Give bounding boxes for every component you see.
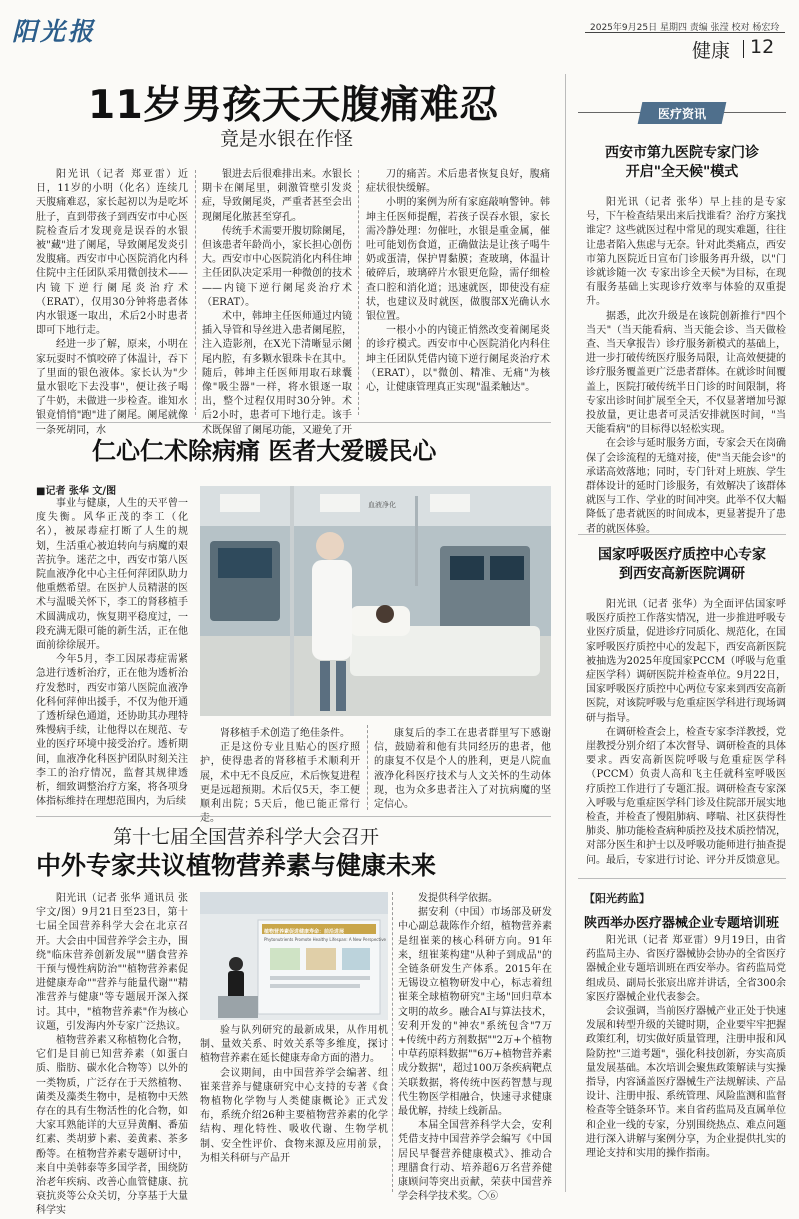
paragraph: 植物营养素又称植物化合物，它们是目前已知营养素（如蛋白质、脂肪、碳水化合物等）以外的一类物质，广泛存在于天然植物、菌类及藻类生物中，是植物中天然存在的具有生物活性的化合物，如大家耳熟能详的大豆异黄酮、番茄红素、类胡萝卜素、姜黄素、茶多酚等。在植物营养素专题研讨中，来自中美韩泰等多国学者，围绕防治老年疾病、改善心血管健康、抗衰抗炎等公众关切，分享基于大量科学实: [36, 1035, 188, 1217]
sidebar-item2-body: [586, 598, 786, 870]
paragraph: 阳光讯（记者 张华）早上挂的是专家号，下午检查结果出来后找谁看？治疗方案找谁定？这些就医过程中常见的现实难题，往往让患者陷入焦虑与无奈。针对此类痛点，西安市第九医院近日宣布门诊服务再升级，以"门诊就诊随一次 专家出诊全天候"为目标，在现有服务基础上实现诊疗效率与体验的双重提升。: [586, 197, 786, 308]
paragraph: 在会诊与延时服务方面，专家会天在岗确保了会诊流程的无缝对接，使"当天能会诊"的承诺高效落地；同时，专门针对上班族、学生群体设计的延时门诊服务，有效解决了该群体就医与工作、学业的时间冲突。此举不仅大幅降低了患者就医的时间成本，更显著提升了患者的就医体验。: [586, 438, 786, 535]
paragraph: 肾移植手术创造了绝佳条件。: [220, 728, 350, 739]
sidebar-item3-body: [586, 934, 786, 1196]
ward-sign: 血液净化: [368, 501, 396, 509]
paragraph: 银进去后很难排出来。水银长期卡在阑尾里，刺激管壁引发炎症，导致阑尾炎，严重者甚至会出现阑尾化脓甚至穿孔。: [202, 169, 352, 223]
story3-column-3: [398, 892, 552, 1203]
story3-kicker: 第十七届全国营养科学大会召开: [113, 826, 380, 848]
story1-column-2: [202, 168, 352, 436]
paragraph: 发提供科学依据。: [418, 893, 498, 904]
paragraph: 小明的案例为所有家庭敲响警钟。韩坤主任医师提醒，若孩子误吞水银，家长需冷静处理：勿催吐，水银是重金属，催吐可能划伤食道，正确做法是让孩子喝牛奶或蛋清，保护胃黏膜；查玻璃，体温计破碎后，玻璃碎片水银更危险，需仔细检查口腔和消化道；迅速就医，即使没有症状，也建议及时就医，做腹部X光确认水银位置。: [366, 197, 550, 323]
paragraph: 事业与健康，人生的天平曾一度失衡。风华正茂的李工（化名），被尿毒症打断了人生的规划，生活重心被迫转向与病魔的艰苦抗争。迷茫之中，西安市第八医院血液净化中心主任何萍团队助力他重燃希望。在医护人员精湛的医术与温暖关怀下，李工的肾移植手术圆满成功，恢复期平稳度过，一段充满无限可能的新生活，正在他面前徐徐展开。: [36, 498, 188, 652]
conference-subtitle: Phytonutrients Promote Healthy Lifespan: A New Perspective: [264, 937, 387, 942]
paragraph: 阳光讯（记者 郑亚雷）9月19日，由省药监局主办、省医疗器械协会协办的全省医疗器械企业专题培训班在西安举办。省药监局党组成员、副局长张宸出席并讲话，全省300余家医疗器械企业代表参会。: [586, 935, 786, 1003]
conference-photo: [200, 892, 388, 1020]
sidebar-item1-title-line1: 西安市第九医院专家门诊: [605, 145, 759, 161]
sidebar-item2-title: [578, 546, 786, 584]
sidebar-banner-label: 医疗资讯: [657, 107, 706, 121]
paragraph: 康复后的李工在患者群里写下感谢信，鼓励着和他有共同经历的患者，他的康复不仅是个人的胜利，更是八院血液净化科医疗技术与人文关怀的生动体现，也为众多患者注入了对抗病魔的坚定信心。: [374, 728, 551, 811]
section-name: 健康: [692, 40, 731, 62]
story2-column-3: [374, 727, 551, 812]
page-number: 12: [750, 36, 775, 58]
sidebar-banner: [578, 102, 786, 124]
dateline: 2025年9月25日 星期四 责编 张滢 校对 杨宏玲: [590, 23, 780, 33]
sidebar-item1-title-line2: 开启"全天候"模式: [625, 164, 739, 180]
sidebar-item1-title: [578, 144, 786, 182]
paragraph: 一根小小的内镜正悄然改变着阑尾炎的诊疗模式。西安市中心医院消化内科住坤主任团队凭借内镜下逆行阑尾炎治疗术（ERAT），以"微创、精准、无痛"为核心，让健康管理真正实现"温柔触达"。: [366, 325, 550, 394]
paragraph: 刀的痛苦。术后患者恢复良好，腹痛症状很快缓解。: [366, 169, 550, 195]
story2-byline: ■记者 张华 文/图: [36, 486, 117, 497]
story1-subhead: 竟是水银在作怪: [220, 128, 354, 150]
masthead: [0, 0, 799, 64]
paragraph: 阳光讯（记者 张华）为全面评估国家呼吸医疗质控工作落实情况，进一步推进呼吸专业医疗质量，促进诊疗同质化、规范化，在国家呼吸医疗质控中心的发起下，西安高新医院被抽选为2025年度国家PCCM（呼吸与危重症医学科）调研医院并检查单位。9月22日，国家呼吸医疗质控中心两位专家来到西安高新医院，对该院呼吸与危重症医学科进行现场调研与指导。: [586, 599, 786, 724]
paragraph: 会议强调，当前医疗器械产业正处于快速发展和转型升级的关键时期，企业要牢牢把握政策红利，切实做好质量管理，注册申报和风险防控"三道考题"，强化科技创新，夯实高质量发展基础。本次培训会聚焦政策解读与实操指导，内容涵盖医疗器械生产法规解读、产品设计、注册申报、系统管理、风险监测和监督检查等全链条环节。来自省药监局及直属单位和企业一线的专家，分别围绕热点、难点问题进行深入讲解与案例分享，为企业提供扎实的理论支持和实用的操作指南。: [586, 1006, 786, 1160]
story2-column-1: [36, 497, 188, 807]
paragraph: 据悉，此次升级是在该院创新推行"四个当天"（当天能看病、当天能会诊、当天做检查、当天拿报告）诊疗服务新模式的基础上，进一步打破传统医疗服务局限，让高效便捷的诊疗服务覆盖更广泛患者群体。在就诊时间覆盖上，医院打破传统半日门诊的时间限制，将专家出诊时间扩展至全天，不仅显著增加号源投放量，更让患者可灵活安排就医时间，"当天能看病"的目标得以轻松实现。: [586, 310, 786, 436]
paragraph: 经进一步了解，原来，小明在家玩耍时不慎咬碎了体温计，吞下了里面的银色液体。家长认为"少量水银吃下去没事"，便让孩子喝了牛奶，未做进一步检查。谁知水银竟悄悄"跑"进了阑尾。阑尾就像一条死胡同，水: [36, 339, 188, 436]
newspaper-logo: 阳光报: [12, 17, 97, 46]
paragraph: 本届全国营养科学大会，安利凭借支持中国营养学会编写《中国居民早餐营养健康模式》、推动合理膳食行动、培养超6万名营养健康顾问等突出贡献，荣获中国营养学会科学技术奖。〇⑥: [398, 1120, 552, 1203]
story3-column-2: [200, 1024, 388, 1194]
paragraph: 在调研检查会上，检查专家李洋教授，党崖教授分别介绍了本次督导、调研检查的具体要求。西安高新医院呼吸与危重症医学科（PCCM）负责人高和飞主任就科室呼吸医疗质控工作进行了专题汇报。调研检查专家深入呼吸与危重症医学科门诊及住院部开展实地检查，并检查了慢阻肺病、哮喘、社区获得性肺炎、肺功能检查病种质控及技术质控情况，对部分医生和护士以及呼吸功能师进行抽查提问。最后，专家进行讨论、评分并反馈意见。: [586, 726, 786, 866]
sidebar-item1-body: [586, 196, 786, 535]
paragraph: 术中，韩坤主任医师通过内镜插入导管和导丝进入患者阑尾腔，注入造影剂，在X光下清晰显示阑尾内腔，有多颗水银珠卡在其中。随后，韩坤主任医师用取石球囊像"吸尘器"一样，将水银逐一取出，整个过程仅用时30分钟。术后2小时，患者可下地行走。该手术既保留了阑尾功能，又避免了开: [202, 311, 352, 436]
conference-banner: 植物营养素促进健康寿命：前沿进展: [264, 929, 345, 935]
paragraph: 阳光讯（记者 张华 通讯员 张宇文/图）9月21日至23日，第十七届全国营养科学大会在北京召开。大会由中国营养学会主办，围绕"临床营养创新发展""膳食营养干预与慢性病防治""植物营养素促进健康寿命""营养与能量代谢""精准营养与健康"等专题展开深入探讨。其中，"植物营养素"作为核心议题，引发海内外专家广泛热议。: [36, 893, 188, 1032]
story2-column-2: [200, 727, 360, 825]
hospital-ward-illustration: [200, 486, 551, 716]
conference-stage-illustration: [200, 892, 388, 1020]
story3-column-1: [36, 892, 188, 1217]
paragraph: 今年5月，李工因尿毒症需紧急进行透析治疗，正在他为透析治疗发愁时，西安市第八医院血液净化科何萍伸出援手，不仅为他开通了透析绿色通道，还协助其办理特殊慢病手续，让他得以在规范、专业的医疗环境中接受治疗。透析期间，血液净化科医护团队时刻关注李工的治疗情况，监督其规律透析，细致调整治疗方案，将各项身体指标维持在理想范围内，为后续: [36, 654, 188, 808]
paragraph: 传统手术需要开腹切除阑尾，但该患者年龄尚小，家长担心创伤大。西安市中心医院消化内科住坤主任团队决定采用一种微创的技术——内镜下逆行阑尾炎治疗术（ERAT）。: [202, 225, 352, 308]
story1-headline: 11岁男孩天天腹痛难忍: [88, 83, 499, 128]
story1-column-3: [366, 168, 550, 418]
story2-headline: 仁心仁术除病痛 医者大爱暖民心: [92, 437, 437, 465]
paragraph: 会议期间，由中国营养学会编著、纽崔莱营养与健康研究中心支持的专著《食物植物化学物与人类健康概论》正式发布，系统介绍26种主要植物营养素的化学结构、理化特性、吸收代谢、生物学机制、安全性评价、食物来源及应用前景，为相关科研与产品开: [200, 1067, 388, 1164]
paragraph: 据安利（中国）市场部及研发中心副总裁陈作介绍，植物营养素是纽崔莱的核心科研方向。91年来，纽崔莱构建"从种子到成品"的全链条研发生产体系。2015年在无锡设立植物研发中心，标志着纽崔莱全球植物研究"主场"回归草本文明的故乡。融合AI与算法技术，安利开发的"神农"系统包含"7万+传统中药方剂数据""2万+个植物中草药原料数据""6万+植物营养素成分数据"，超过100万条疾病靶点关联数据，将传统中医药智慧与现代生物医学相融合，快速寻求健康最优解，持续上线新品。: [398, 907, 552, 1118]
sidebar-item3-title: 陕西举办医疗器械企业专题培训班: [584, 916, 780, 931]
story1-column-1: [36, 168, 188, 436]
sidebar-item2-title-line1: 国家呼吸医疗质控中心专家: [598, 547, 766, 563]
paragraph: 正是这份专业且贴心的医疗照护，使得患者的肾移植手术顺利开展，术中无不良反应，术后恢复进程更是远超预期。术后仅5天，李工便顺利出院；5天后，他已能正常行走。: [200, 742, 360, 825]
paragraph: 阳光讯（记者 郑亚雷）近日，11岁的小明（化名）连续几天腹痛难忍，家长起初以为是吃坏肚子，直到带孩子到西安市中心医院检查后才发现竟是误吞的水银被"藏"进了阑尾，导致阑尾发炎引发腹痛。西安市中心医院消化内科住院中主任团队采用微创技术——内镜下逆行阑尾炎治疗术（ERAT），仅用30分钟将患者体内水银逐一取出，术后2小时患者即可下地行走。: [36, 169, 188, 337]
sidebar-item2-title-line2: 到西安高新医院调研: [619, 566, 745, 582]
hospital-ward-photo: [200, 486, 551, 716]
sidebar-tag: 【阳光药监】: [584, 892, 650, 905]
story3-headline: 中外专家共议植物营养素与健康未来: [36, 851, 437, 880]
paragraph: 验与队列研究的最新成果，从作用机制、量效关系、时效关系等多维度，探讨植物营养素在延长健康寿命方面的潜力。: [200, 1025, 388, 1065]
